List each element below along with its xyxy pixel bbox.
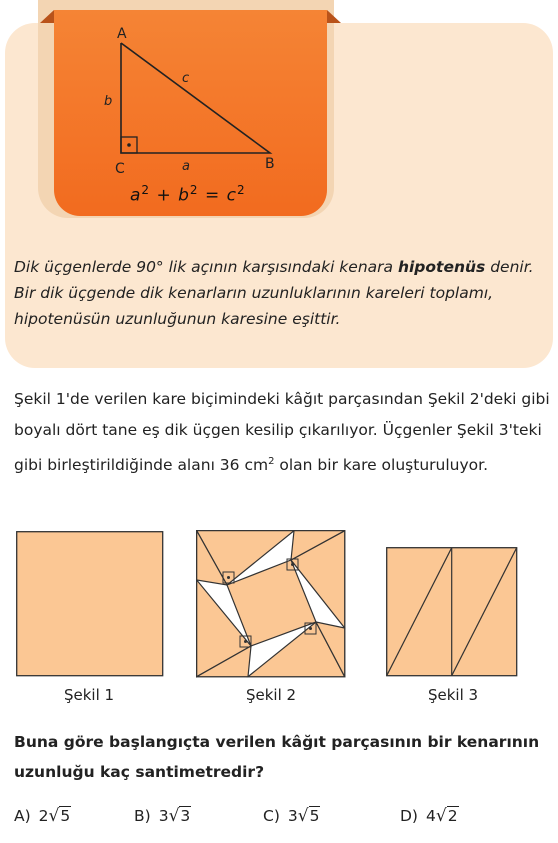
vertex-c-label: C — [115, 161, 125, 177]
choice-d[interactable]: D) 4 √ 2 — [400, 806, 458, 826]
figure-2-cut-square — [196, 530, 346, 678]
ribbon-fold-right — [327, 10, 341, 23]
figure-1-square — [16, 531, 164, 677]
side-c-label: c — [182, 71, 190, 86]
choice-c[interactable]: C) 3 √ 5 — [263, 806, 320, 826]
hypotenuse-term: hipotenüs — [397, 258, 486, 276]
right-triangle-diagram — [54, 10, 327, 210]
figure-3-assembled-square — [386, 547, 518, 677]
figure-1-label: Şekil 1 — [64, 686, 115, 704]
problem-statement: Şekil 1'de verilen kare biçimindeki kâğıt parçasından Şekil 2'deki gibi boyalı dört tane eş dik üçgen kesilip çıkarılıyor. Üçgenler Şekil 3'teki gibi birleştirildiğinde alanı 36 $cm^2$ olan bir kare oluşturuluyor. — [14, 390, 550, 475]
side-a-label: a — [182, 159, 190, 174]
ribbon-fold-left — [40, 10, 54, 23]
choice-b[interactable]: B) 3 √ 3 — [134, 806, 191, 826]
figure-2-label: Şekil 2 — [246, 686, 297, 704]
pythagorean-formula: $a^2 + b^2 = c^2$ — [130, 183, 246, 206]
hypotenuse-definition: Dik üçgenlerde 90° lik açının karşısındaki kenara hipotenüs denir. Bir dik üçgende dik kenarların uzunluklarının kareleri toplamı, hipotenüsün uzunluğunun karesine eşittir. — [14, 258, 534, 328]
choice-a[interactable]: A) 2 √ 5 — [14, 806, 71, 826]
vertex-b-label: B — [265, 156, 275, 172]
vertex-a-label: A — [117, 26, 127, 42]
question-text: Buna göre başlangıçta verilen kâğıt parçasının bir kenarının uzunluğu kaç santimetredir? — [14, 733, 540, 781]
side-b-label: b — [104, 94, 113, 109]
figure-3-label: Şekil 3 — [428, 686, 479, 704]
